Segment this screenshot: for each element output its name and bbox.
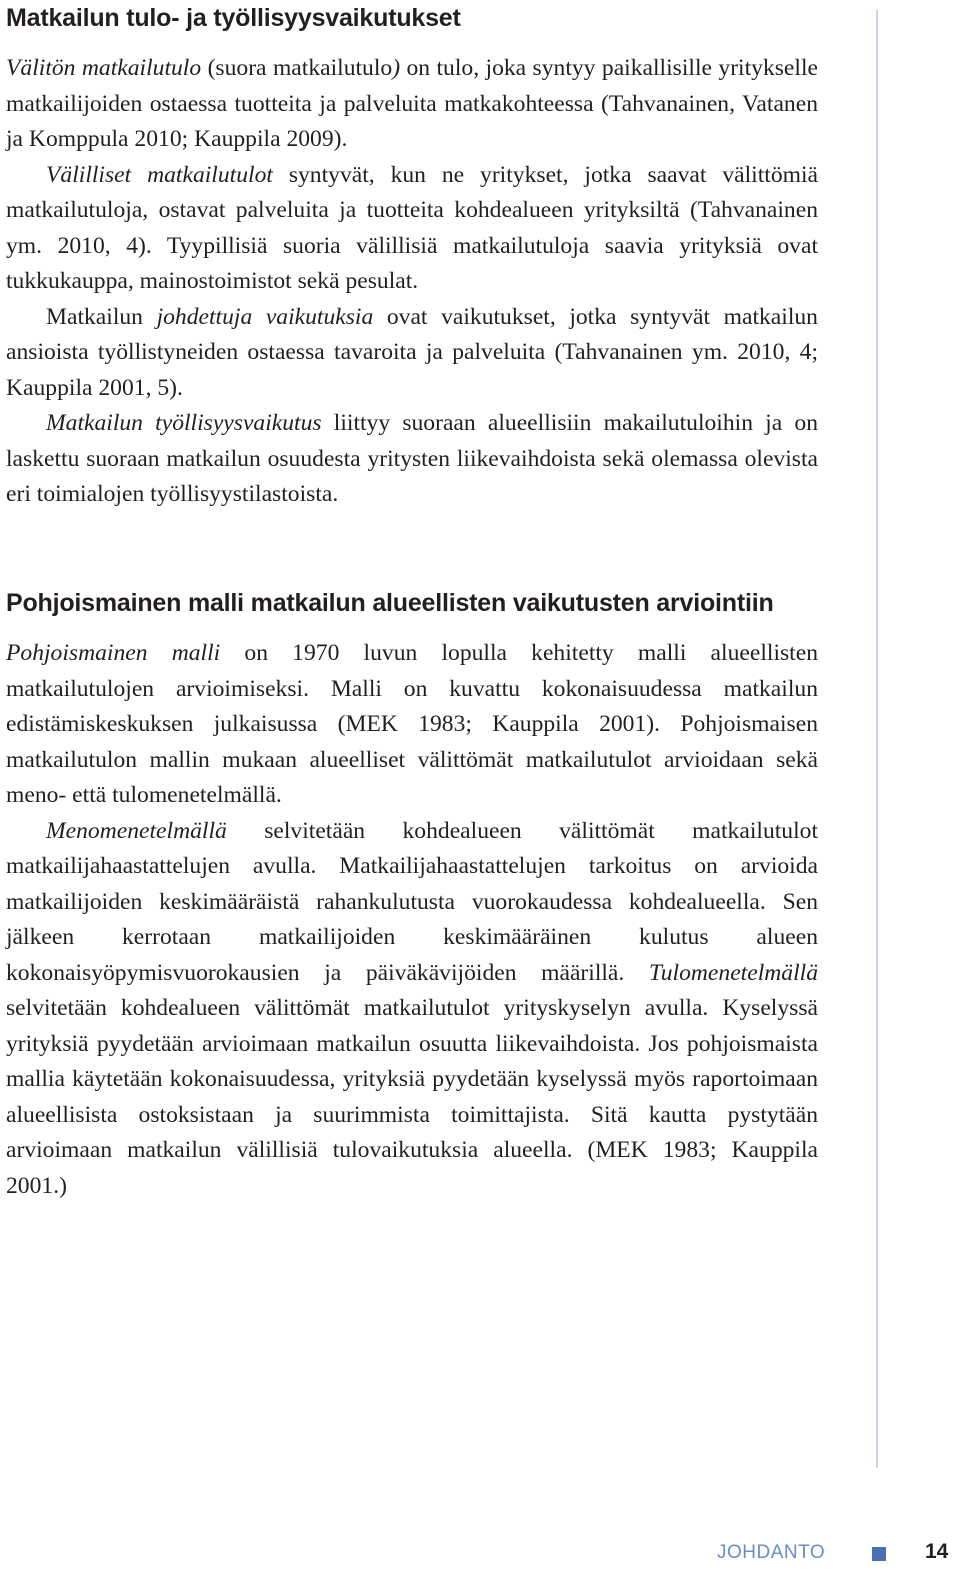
paragraph xyxy=(6,158,818,300)
italic-term: Välitön matkailutulo xyxy=(6,55,202,81)
paragraph xyxy=(6,636,818,814)
text-run: on tulo, joka syntyy paikallisille yritykselle matkailijoiden ostaessa tuotteita ja palveluita matkakohteessa (Tahvanainen, Vatanen ja Komppula 2010; Kauppila 2009). xyxy=(6,55,818,152)
text-run: selvitetään kohdealueen välittömät matkailutulot yrityskyselyn avulla. Kyselyssä yrityksiä pyydetään arvioimaan matkailun osuutta liikevaihdoista. Jos pohjoismaista mallia käytetään kokonaisuudessa, yrityksiä pyydetään kyselyssä myös raportoimaan alueellisista ostoksistaan ja suurimmista toimittajista. Sitä kautta pystytään arvioimaan matkailun välillisiä tulovaikutuksia alueella. (MEK 1983; Kauppila 2001.) xyxy=(6,995,818,1199)
text-run: ovat vaikutukset, jotka syntyvät matkailun ansioista työllistyneiden ostaessa tavaroita ja palveluita (Tahvanainen ym. 2010, 4; Kauppila 2001, 5). xyxy=(6,303,818,401)
section-heading: Pohjoismainen malli matkailun alueellisten vaikutusten arviointiin xyxy=(6,589,774,617)
section-heading: Matkailun tulo- ja työllisyysvaikutukset xyxy=(6,4,461,32)
paragraph xyxy=(6,300,818,407)
footer-section-label: JOHDANTO xyxy=(717,1542,826,1563)
section-body xyxy=(6,51,818,513)
italic-term: Matkailun työllisyysvaikutus xyxy=(46,410,322,436)
paragraph xyxy=(6,814,818,1205)
italic-term: Pohjoismainen malli xyxy=(6,640,221,666)
italic-term: Menomenetelmällä xyxy=(46,817,227,844)
italic-term: Välilliset matkailutulot xyxy=(46,161,273,188)
text-run: Matkailun xyxy=(46,303,157,330)
margin-rule xyxy=(876,10,878,1468)
italic-term: ) xyxy=(392,55,401,81)
text-run: (suora matkailutulo xyxy=(201,55,393,81)
text-run: syntyvät, kun ne yritykset, jotka saavat välittömiä matkailutuloja, ostavat palveluita ja tuotteita kohdealueen yrityksiltä (Tahvanainen ym. 2010, 4). Tyypillisiä suoria välillisiä matkailutuloja saavia yrityksiä ovat tukkukauppa, mainostoimistot sekä pesulat. xyxy=(6,161,818,294)
text-run: selvitetään kohdealueen välittömät matkailutulot matkailijahaastattelujen avulla. Matkailijahaastattelujen tarkoitus on arvioida matkailijoiden keskimääräistä rahankulutusta vuorokaudessa kohdealueella. Sen jälkeen kerrotaan matkailijoiden keskimääräinen kulutus alueen kokonaisyöpymisvuorokausien ja päiväkävijöiden määrillä. xyxy=(6,817,818,986)
italic-term: Tulomenetelmällä xyxy=(648,959,818,986)
text-run: liittyy suoraan alueellisiin makailutuloihin ja on laskettu suoraan matkailun osuudesta yritysten liikevaihdoista sekä olemassa olevista eri toimialojen työllisyystilastoista. xyxy=(6,410,818,507)
page-number: 14 xyxy=(925,1540,949,1563)
paragraph xyxy=(6,51,818,158)
footer-square-icon xyxy=(872,1547,886,1561)
italic-term: johdettuja vaikutuksia xyxy=(156,303,374,330)
section-body xyxy=(6,636,818,1204)
paragraph xyxy=(6,406,818,513)
text-run: on 1970 luvun lopulla kehitetty malli alueellisten matkailutulojen arvioimiseksi. Malli on kuvattu kokonaisuudessa matkailun edistämiskeskuksen julkaisussa (MEK 1983; Kauppila 2001). Pohjoismaisen matkailutulon mallin mukaan alueelliset välittömät matkailutulot arvioidaan sekä meno- että tulomenetelmällä. xyxy=(6,640,819,808)
page-footer xyxy=(0,1540,960,1574)
